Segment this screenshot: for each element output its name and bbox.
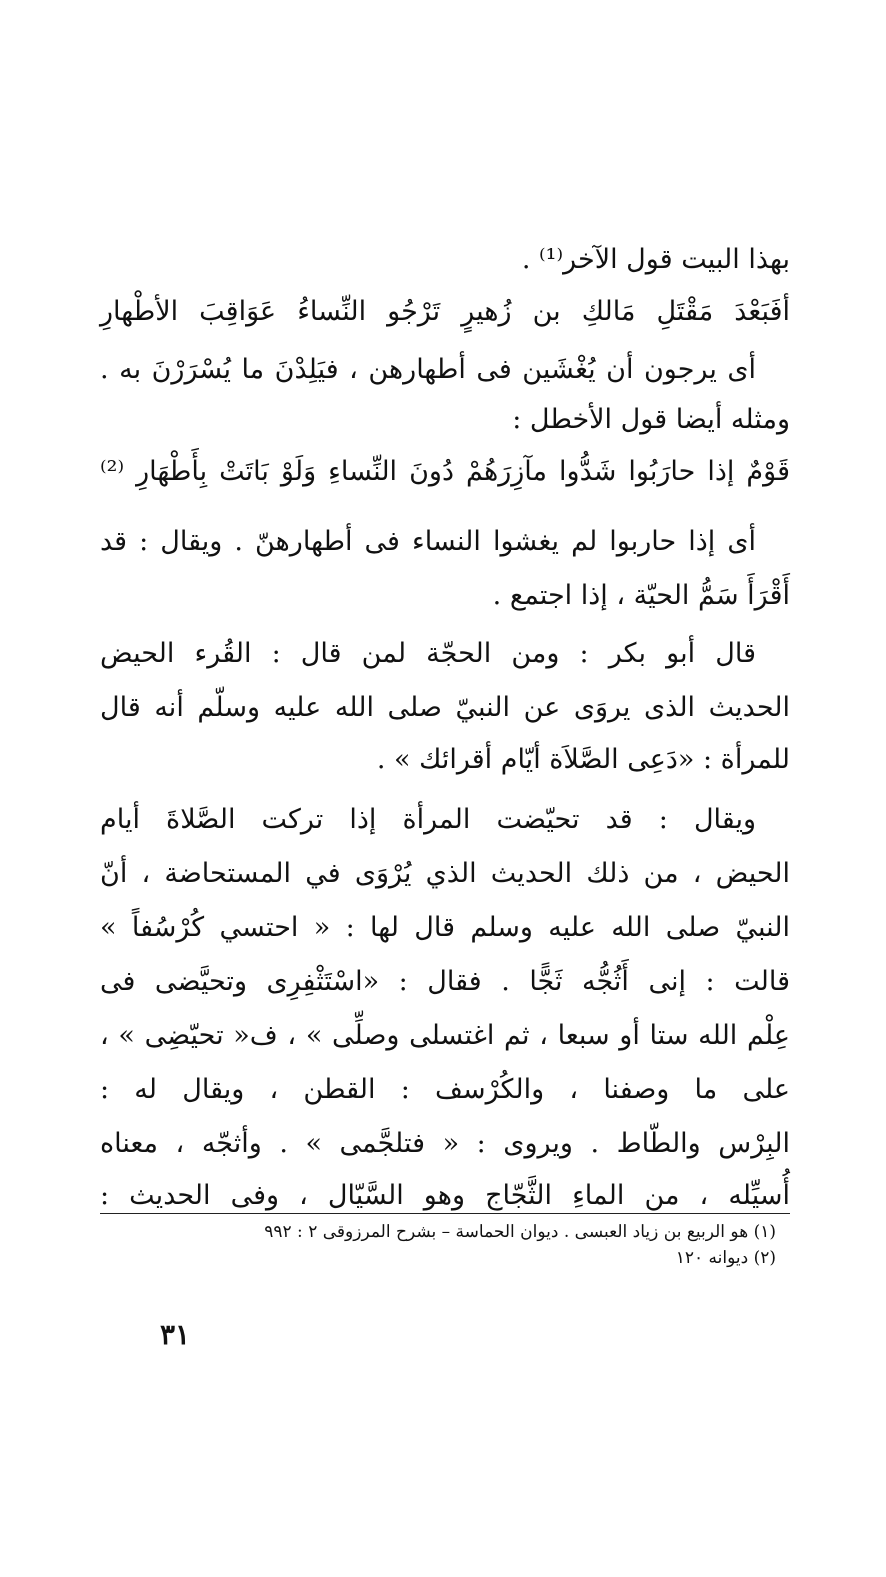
text-line: البِرْس والطّاط . ويروى : « فتلجَّمى » . وأثجّه ، معناه [100, 1128, 790, 1159]
text-line: عِلْم الله ستا أو سبعا ، ثم اغتسلى وصلِّى » ، ف« تحيّضِى » ، [100, 1020, 790, 1051]
text-line: قالت : إنى أَثُجُّه ثَجًّا . فقال : «اسْتَثْفِرِى وتحيَّضى فى [100, 966, 790, 997]
text-line: ويقال : قد تحيّضت المرأة إذا تركت الصَّلاةَ أيام [100, 804, 756, 835]
text-line: أُسيِّله ، من الماءِ الثَّجّاج وهو السَّيّال ، وفى الحديث : [100, 1180, 790, 1211]
page-number: ٣١ [160, 1318, 191, 1351]
text-line: الحيض ، من ذلك الحديث الذي يُرْوَى في المستحاضة ، أنّ [100, 858, 790, 889]
footnote: (١) هو الربيع بن زياد العبسى . ديوان الحماسة – بشرح المرزوقى ٢ : ٩٩٢ [264, 1222, 776, 1242]
text-line: على ما وصفنا ، والكُرْسف : القطن ، ويقال له : [100, 1074, 790, 1105]
text-line: قال أبو بكر : ومن الحجّة لمن قال : القُرء الحيض [100, 638, 756, 669]
text-line: للمرأة : «دَعِى الصَّلاَة أيّام أقرائك » . [376, 744, 790, 775]
verse-line: أفَبَعْدَ مَقْتَلِ مَالكِ بن زُهيرٍ تَرْجُو النِّساءُ عَوَاقِبَ الأطْهارِ [100, 296, 790, 327]
text-line: أى يرجون أن يُغْشَين فى أطهارهن ، فيَلِدْنَ ما يُسْرَرْنَ به . [100, 354, 756, 385]
footnote: (٢) ديوانه ١٢٠ [675, 1248, 776, 1268]
text-line: الحديث الذى يروَى عن النبيّ صلى الله عليه وسلّم أنه قال [100, 692, 790, 723]
text-line: النبيّ صلى الله عليه وسلم قال لها : « احتسي كُرْسُفاً » [100, 912, 790, 943]
text-line: بهذا البيت قول الآخر⁽¹⁾ . [521, 244, 790, 275]
footnote-divider [100, 1213, 790, 1214]
text-line: أَقْرَأَ سَمُّ الحيّة ، إذا اجتمع . [492, 580, 790, 611]
text-line: ومثله أيضا قول الأخطل : [512, 404, 790, 435]
text-line: أى إذا حاربوا لم يغشوا النساء فى أطهارهنّ . ويقال : قد [100, 526, 756, 557]
verse-line: قَوْمٌ إذا حارَبُوا شَدُّوا مآزِرَهُمْ دُونَ النِّساءِ وَلَوْ بَاتَتْ بِأَطْهَارِ ⁽²⁾ [100, 456, 790, 487]
